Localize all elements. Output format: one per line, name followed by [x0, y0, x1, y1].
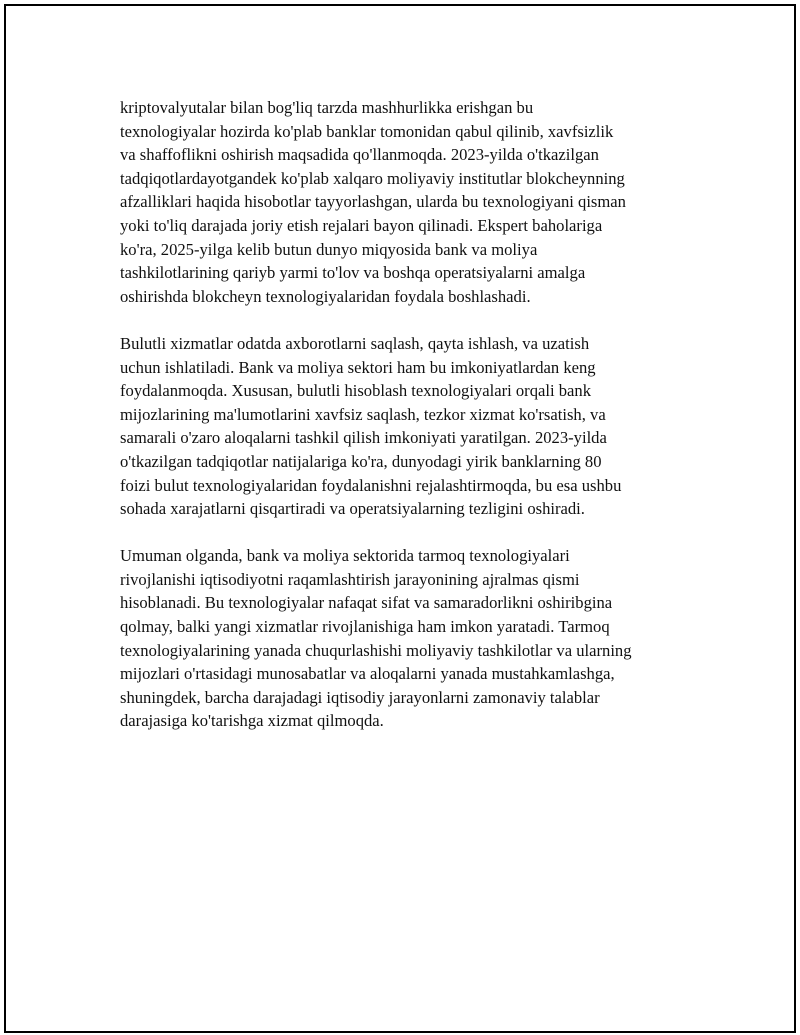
text-line: afzalliklari haqida hisobotlar tayyorlashgan, ularda bu texnologiyani qisman — [120, 192, 626, 212]
text-line: foizi bulut texnologiyalaridan foydalanishni rejalashtirmoqda, bu esa ushbu — [120, 475, 622, 495]
text-line: tadqiqotlardayotgandek ko'plab xalqaro moliyaviy institutlar blokcheynning — [120, 168, 625, 188]
text-line: hisoblanadi. Bu texnologiyalar nafaqat sifat va samaradorlikni oshiribgina — [120, 593, 613, 613]
text-line: rivojlanishi iqtisodiyotni raqamlashtirish jarayonining ajralmas qismi — [120, 569, 580, 589]
text-line: va shaffoflikni oshirish maqsadida qo'llanmoqda. 2023-yilda o'tkazilgan — [120, 145, 599, 165]
text-line: samarali o'zaro aloqalarni tashkil qilish imkoniyati yaratilgan. 2023-yilda — [120, 428, 607, 448]
text-line: texnologiyalarining yanada chuqurlashishi moliyaviy tashkilotlar va ularning — [120, 640, 632, 660]
paragraph-cloud-services — [120, 332, 700, 521]
text-line: Bulutli xizmatlar odatda axborotlarni saqlash, qayta ishlash, va uzatish — [120, 333, 590, 353]
text-line: sohada xarajatlarni qisqartiradi va operatsiyalarning tezligini oshiradi. — [120, 499, 585, 519]
text-line: texnologiyalar hozirda ko'plab banklar tomonidan qabul qilinib, xavfsizlik — [120, 121, 614, 141]
text-line: qolmay, balki yangi xizmatlar rivojlanishiga ham imkon yaratadi. Tarmoq — [120, 617, 610, 637]
text-line: foydalanmoqda. Xususan, bulutli hisoblash texnologiyalari orqali bank — [120, 381, 591, 401]
paragraph-blockchain — [120, 96, 700, 308]
text-line: Umuman olganda, bank va moliya sektorida tarmoq texnologiyalari — [120, 546, 570, 566]
text-line: ko'ra, 2025-yilga kelib butun dunyo miqyosida bank va moliya — [120, 239, 538, 259]
paragraph-conclusion — [120, 544, 700, 733]
text-line: oshirishda blokcheyn texnologiyalaridan foydala boshlashadi. — [120, 286, 531, 306]
text-line: mijozlari o'rtasidagi munosabatlar va aloqalarni yanada mustahkamlashga, — [120, 664, 615, 684]
text-line: tashkilotlarining qariyb yarmi to'lov va boshqa operatsiyalarni amalga — [120, 263, 586, 283]
text-line: o'tkazilgan tadqiqotlar natijalariga ko'ra, dunyodagi yirik banklarning 80 — [120, 451, 602, 471]
text-line: kriptovalyutalar bilan bog'liq tarzda mashhurlikka erishgan bu — [120, 98, 534, 117]
text-line: shuningdek, barcha darajadagi iqtisodiy jarayonlarni zamonaviy talablar — [120, 687, 600, 707]
text-line: uchun ishlatiladi. Bank va moliya sektori ham bu imkoniyatlardan keng — [120, 357, 596, 377]
text-line: darajasiga ko'tarishga xizmat qilmoqda. — [120, 711, 384, 731]
page-frame — [4, 4, 796, 1033]
document-body — [120, 96, 700, 757]
text-line: mijozlarining ma'lumotlarini xavfsiz saqlash, tezkor xizmat ko'rsatish, va — [120, 404, 606, 424]
text-line: yoki to'liq darajada joriy etish rejalari bayon qilinadi. Ekspert baholariga — [120, 215, 603, 235]
